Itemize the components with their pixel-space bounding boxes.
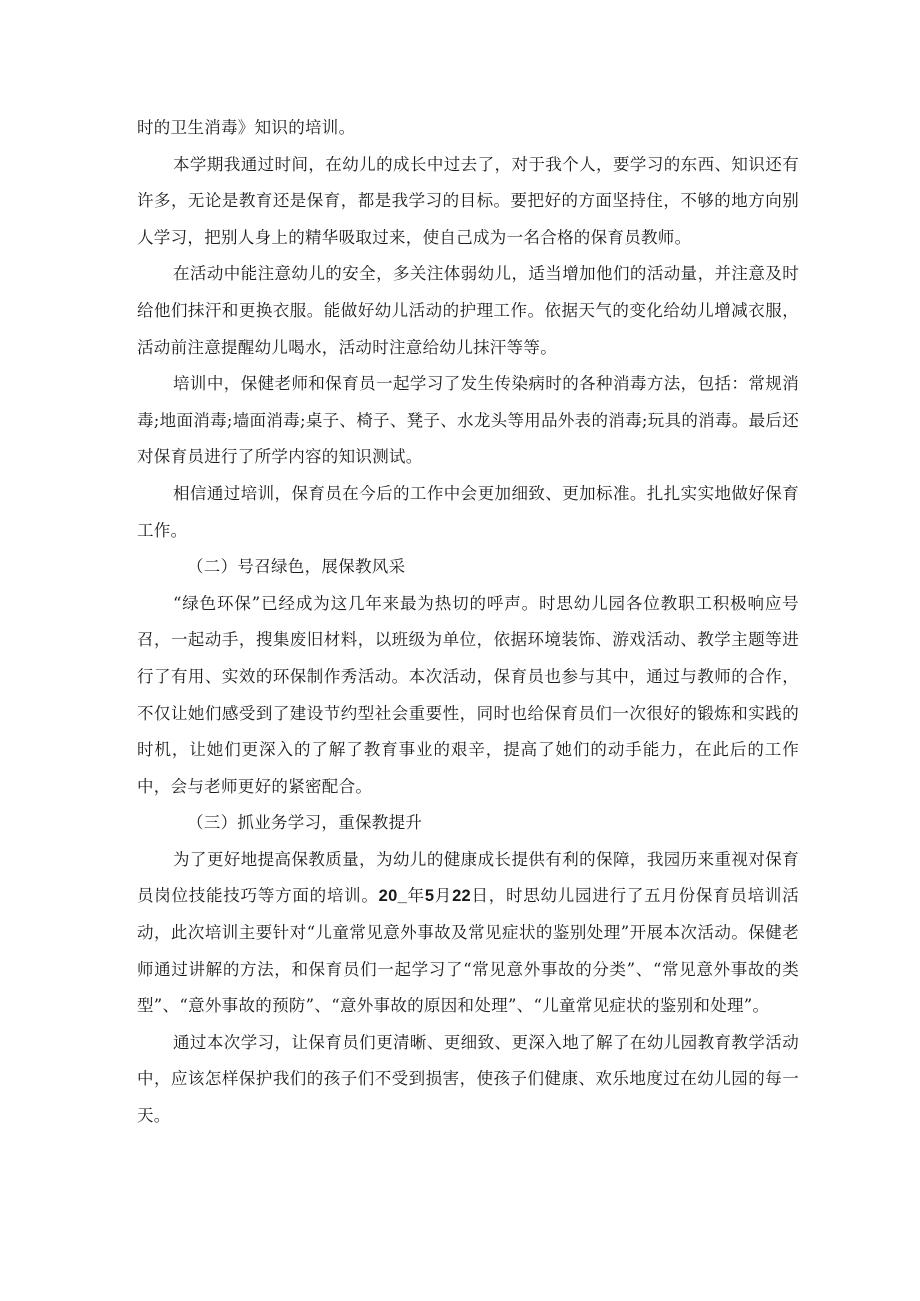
- paragraph-personal-growth: 本学期我通过时间，在幼儿的成长中过去了，对于我个人，要学习的东西、知识还有许多，无论是教育还是保育，都是我学习的目标。要把好的方面坚持住，不够的地方向别人学习，把别人身上的精华吸取过来，使自己成为一名合格的保育员教师。: [137, 154, 799, 247]
- section-heading-business-study: （三）抓业务学习，重保教提升: [187, 813, 423, 833]
- document-body: [137, 110, 799, 1135]
- text-run: 日，时思幼儿园进行了五月份保育员培训活动，此次培训主要针对“儿童常见意外事故及常见症状的鉴别处理”开展本次活动。保健老师通过讲解的方法，和保育员们一起学习了“常见意外事故的分类”、“常见意外事故的类型”、“意外事故的预防”、“意外事故的原因和处理”、“儿童常见症状的鉴别和处理”。: [137, 886, 799, 1016]
- text-run: 年: [407, 886, 425, 906]
- paragraph-business-study: [137, 842, 799, 1025]
- text-run: 月: [434, 886, 453, 906]
- paragraph-disinfection-training: 培训中，保健老师和保育员一起学习了发生传染病时的各种消毒方法，包括：常规消毒;地面消毒;墙面消毒;桌子、椅子、凳子、水龙头等用品外表的消毒;玩具的消毒。最后还对保育员进行了所学内容的知识测试。: [137, 374, 799, 467]
- paragraph-activity-safety: 在活动中能注意幼儿的安全，多关注体弱幼儿，适当增加他们的活动量，并注意及时给他们抹汗和更换衣服。能做好幼儿活动的护理工作。依据天气的变化给幼儿增减衣服，活动前注意提醒幼儿喝水，活动时注意给幼儿抹汗等等。: [137, 264, 799, 357]
- paragraph-green-environment: “绿色环保”已经成为这几年来最为热切的呼声。时思幼儿园各位教职工积极响应号召，一起动手，搜集废旧材料，以班级为单位，依据环境装饰、游戏活动、教学主题等进行了有用、实效的环保制作秀活动。本次活动，保育员也参与其中，通过与教师的合作，不仅让她们感受到了建设节约型社会重要性，同时也给保育员们一次很好的锻炼和实践的时机，让她们更深入的了解了教育事业的艰辛，提高了她们的动手能力，在此后的工作中，会与老师更好的紧密配合。: [137, 593, 799, 796]
- paragraph-training-outcome: 相信通过培训，保育员在今后的工作中会更加细致、更加标准。扎扎实实地做好保育工作。: [137, 483, 799, 540]
- month-value: 5: [424, 887, 435, 906]
- paragraph-conclusion: 通过本次学习，让保育员们更清晰、更细致、更深入地了解了在幼儿园教育教学活动中，应该怎样保护我们的孩子们不受到损害，使孩子们健康、欢乐地度过在幼儿园的每一天。: [137, 1032, 799, 1126]
- section-heading-green: （二）号召绿色，展保教风采: [187, 557, 406, 577]
- paragraph-continuation: 时的卫生消毒》知识的培训。: [137, 118, 356, 137]
- text-run: 为了更好地提高保教质量，为幼儿的健康成长提供有利的保障，我园历来重视对保育员岗位技能技巧等方面的培训。: [137, 849, 799, 906]
- year-value: 20_: [378, 887, 408, 906]
- day-value: 22: [452, 887, 472, 906]
